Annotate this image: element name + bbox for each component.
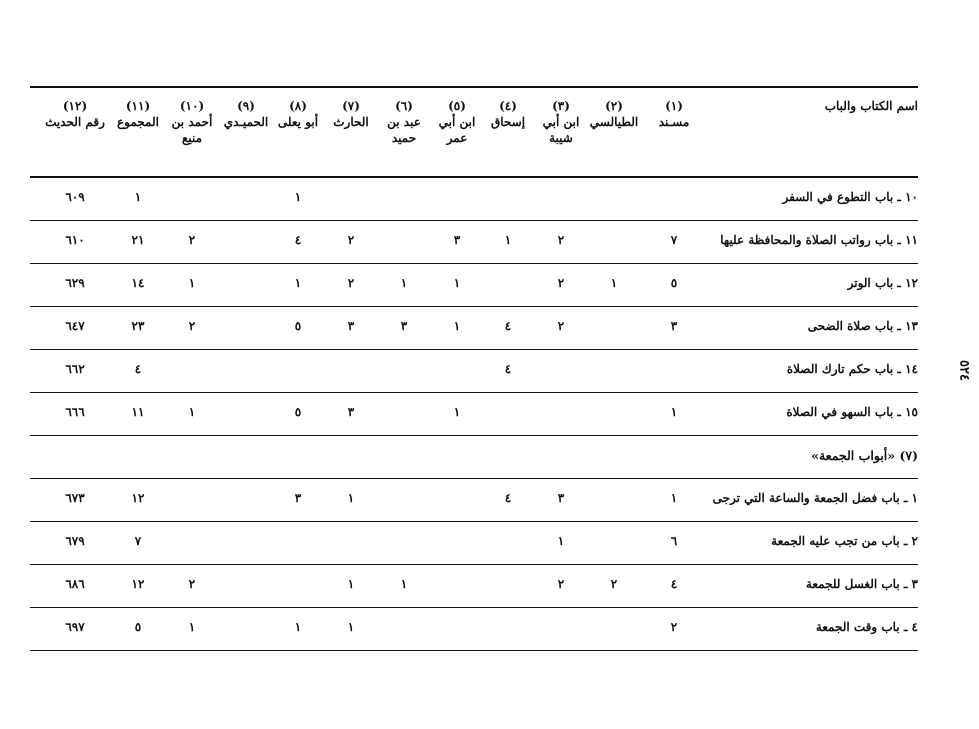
cell-col-7: ١: [347, 577, 355, 591]
header-col-name: مسـند: [658, 115, 690, 129]
cell-col-12: ٦٩٧: [65, 620, 85, 634]
header-book-chapter-label: اسم الكتاب والباب: [824, 99, 918, 113]
cell-col-4: ٤: [504, 362, 512, 376]
cell-col-12: ٦٧٩: [65, 534, 85, 548]
cell-col-8: ٥: [294, 319, 302, 333]
header-col-3: [535, 98, 587, 146]
header-col-12: [40, 98, 110, 130]
table-row: [30, 307, 918, 350]
header-col-2: [588, 98, 640, 130]
header-col-number: (١١): [125, 99, 151, 113]
cell-col-5: ١: [453, 319, 461, 333]
header-col-5: [431, 98, 483, 146]
header-col-7: [325, 98, 377, 130]
cell-col-8: ١: [294, 276, 302, 290]
cell-col-8: ١: [294, 190, 302, 204]
header-col-number: (٧): [342, 99, 360, 113]
table-row: [30, 264, 918, 307]
cell-col-1: ١: [670, 405, 678, 419]
cell-col-12: ٦٧٣: [65, 491, 85, 505]
cell-col-11: ١٤: [131, 276, 145, 290]
cell-col-10: ١: [188, 405, 196, 419]
header-col-name: ابن أبي عمر: [438, 115, 476, 145]
table-header: [30, 88, 918, 178]
page-number: ٥٢٤: [956, 359, 972, 381]
hadith-count-table: [30, 86, 918, 651]
cell-col-10: ١: [188, 276, 196, 290]
cell-col-11: ١٢: [131, 577, 145, 591]
header-col-6: [378, 98, 430, 146]
cell-col-1: ٤: [670, 577, 678, 591]
header-col-name: عبد بن حميد: [387, 115, 421, 145]
table-row: [30, 479, 918, 522]
header-col-name: المجموع: [117, 115, 159, 129]
header-col-name: أبو يعلى: [277, 115, 319, 129]
chapter-title: ٢ ـ باب من تجب عليه الجمعة: [771, 534, 918, 548]
header-col-number: (١): [665, 99, 683, 113]
cell-col-4: ١: [504, 233, 512, 247]
header-col-4: [482, 98, 534, 130]
cell-col-10: ٢: [188, 233, 196, 247]
chapter-title: ١١ ـ باب رواتب الصلاة والمحافظة عليها: [720, 233, 918, 247]
header-col-number: (٦): [395, 99, 413, 113]
cell-col-8: ٣: [294, 491, 302, 505]
cell-col-6: ١: [400, 276, 408, 290]
header-col-number: (٥): [448, 99, 466, 113]
chapter-title: ١٢ ـ باب الوتر: [847, 276, 918, 290]
cell-col-2: ١: [610, 276, 618, 290]
cell-col-3: ٢: [557, 233, 565, 247]
cell-col-11: ٢١: [131, 233, 145, 247]
cell-col-11: ١١: [131, 405, 145, 419]
cell-col-1: ٢: [670, 620, 678, 634]
header-col-number: (٣): [552, 99, 570, 113]
header-col-name: أحمد بن منيع: [171, 115, 213, 145]
cell-col-8: ٥: [294, 405, 302, 419]
cell-col-7: ٢: [347, 276, 355, 290]
cell-col-12: ٦٦٢: [65, 362, 85, 376]
cell-col-1: ٥: [670, 276, 678, 290]
cell-col-10: ١: [188, 620, 196, 634]
header-col-number: (٨): [289, 99, 307, 113]
table-row: [30, 565, 918, 608]
cell-col-7: ١: [347, 491, 355, 505]
chapter-title: ١٤ ـ باب حكم تارك الصلاة: [786, 362, 918, 376]
cell-col-11: ٤: [134, 362, 142, 376]
table-row: [30, 178, 918, 221]
header-col-name: رقم الحديث: [45, 115, 105, 129]
table-row: [30, 221, 918, 264]
cell-col-6: ١: [400, 577, 408, 591]
header-col-10: [166, 98, 218, 146]
chapter-title: ١٣ ـ باب صلاة الضحى: [807, 319, 918, 333]
cell-col-1: ٦: [670, 534, 678, 548]
cell-col-8: ٤: [294, 233, 302, 247]
cell-col-11: ١٢: [131, 491, 145, 505]
header-col-number: (١٢): [62, 99, 88, 113]
cell-col-6: ٣: [400, 319, 408, 333]
cell-col-7: ٣: [347, 405, 355, 419]
cell-col-12: ٦٠٩: [65, 190, 85, 204]
cell-col-5: ١: [453, 276, 461, 290]
cell-col-1: ١: [670, 491, 678, 505]
cell-col-10: ٢: [188, 319, 196, 333]
header-col-11: [112, 98, 164, 130]
cell-col-3: ٢: [557, 577, 565, 591]
cell-col-5: ١: [453, 405, 461, 419]
cell-col-1: ٣: [670, 319, 678, 333]
cell-col-2: ٢: [610, 577, 618, 591]
cell-col-12: ٦٢٩: [65, 276, 85, 290]
cell-col-5: ٣: [453, 233, 461, 247]
cell-col-8: ١: [294, 620, 302, 634]
chapter-title: ٣ ـ باب الغسل للجمعة: [805, 577, 918, 591]
cell-col-7: ٣: [347, 319, 355, 333]
header-col-name: الحارث: [333, 115, 369, 129]
header-col-name: الطيالسي: [589, 115, 639, 129]
cell-col-1: ٧: [670, 233, 678, 247]
cell-col-7: ١: [347, 620, 355, 634]
cell-col-4: ٤: [504, 491, 512, 505]
cell-col-11: ٧: [134, 534, 142, 548]
cell-col-11: ١: [134, 190, 142, 204]
cell-col-3: ٣: [557, 491, 565, 505]
header-col-1: [648, 98, 700, 130]
header-col-name: ابن أبي شيبة: [542, 115, 580, 145]
cell-col-12: ٦٦٦: [65, 405, 85, 419]
chapter-title: ٤ ـ باب وقت الجمعة: [815, 620, 918, 634]
table-row: [30, 608, 918, 651]
table-row: [30, 522, 918, 565]
header-col-number: (٤): [499, 99, 517, 113]
cell-col-12: ٦٤٧: [65, 319, 85, 333]
header-book-chapter: [758, 98, 918, 114]
cell-col-10: ٢: [188, 577, 196, 591]
cell-col-7: ٢: [347, 233, 355, 247]
chapter-title: ١ ـ باب فضل الجمعة والساعة التي ترجى: [712, 491, 918, 505]
header-col-number: (٢): [605, 99, 623, 113]
cell-col-3: ١: [557, 534, 565, 548]
header-col-8: [272, 98, 324, 130]
cell-col-11: ٥: [134, 620, 142, 634]
header-col-number: (٩): [237, 99, 255, 113]
cell-col-3: ٢: [557, 319, 565, 333]
table-row: [30, 393, 918, 436]
chapter-title: ١٠ ـ باب التطوع في السفر: [782, 190, 918, 204]
section-heading-row: [30, 436, 918, 479]
chapter-title: ١٥ ـ باب السهو في الصلاة: [786, 405, 918, 419]
header-col-name: الحميـدي: [223, 115, 269, 129]
header-col-9: [220, 98, 272, 130]
table-row: [30, 350, 918, 393]
cell-col-3: ٢: [557, 276, 565, 290]
header-col-number: (١٠): [179, 99, 205, 113]
section-title: (٧) «أبواب الجمعة»: [811, 448, 918, 463]
cell-col-4: ٤: [504, 319, 512, 333]
cell-col-12: ٦١٠: [65, 233, 85, 247]
cell-col-12: ٦٨٦: [65, 577, 85, 591]
cell-col-11: ٢٣: [131, 319, 145, 333]
header-col-name: إسحاق: [490, 115, 526, 129]
